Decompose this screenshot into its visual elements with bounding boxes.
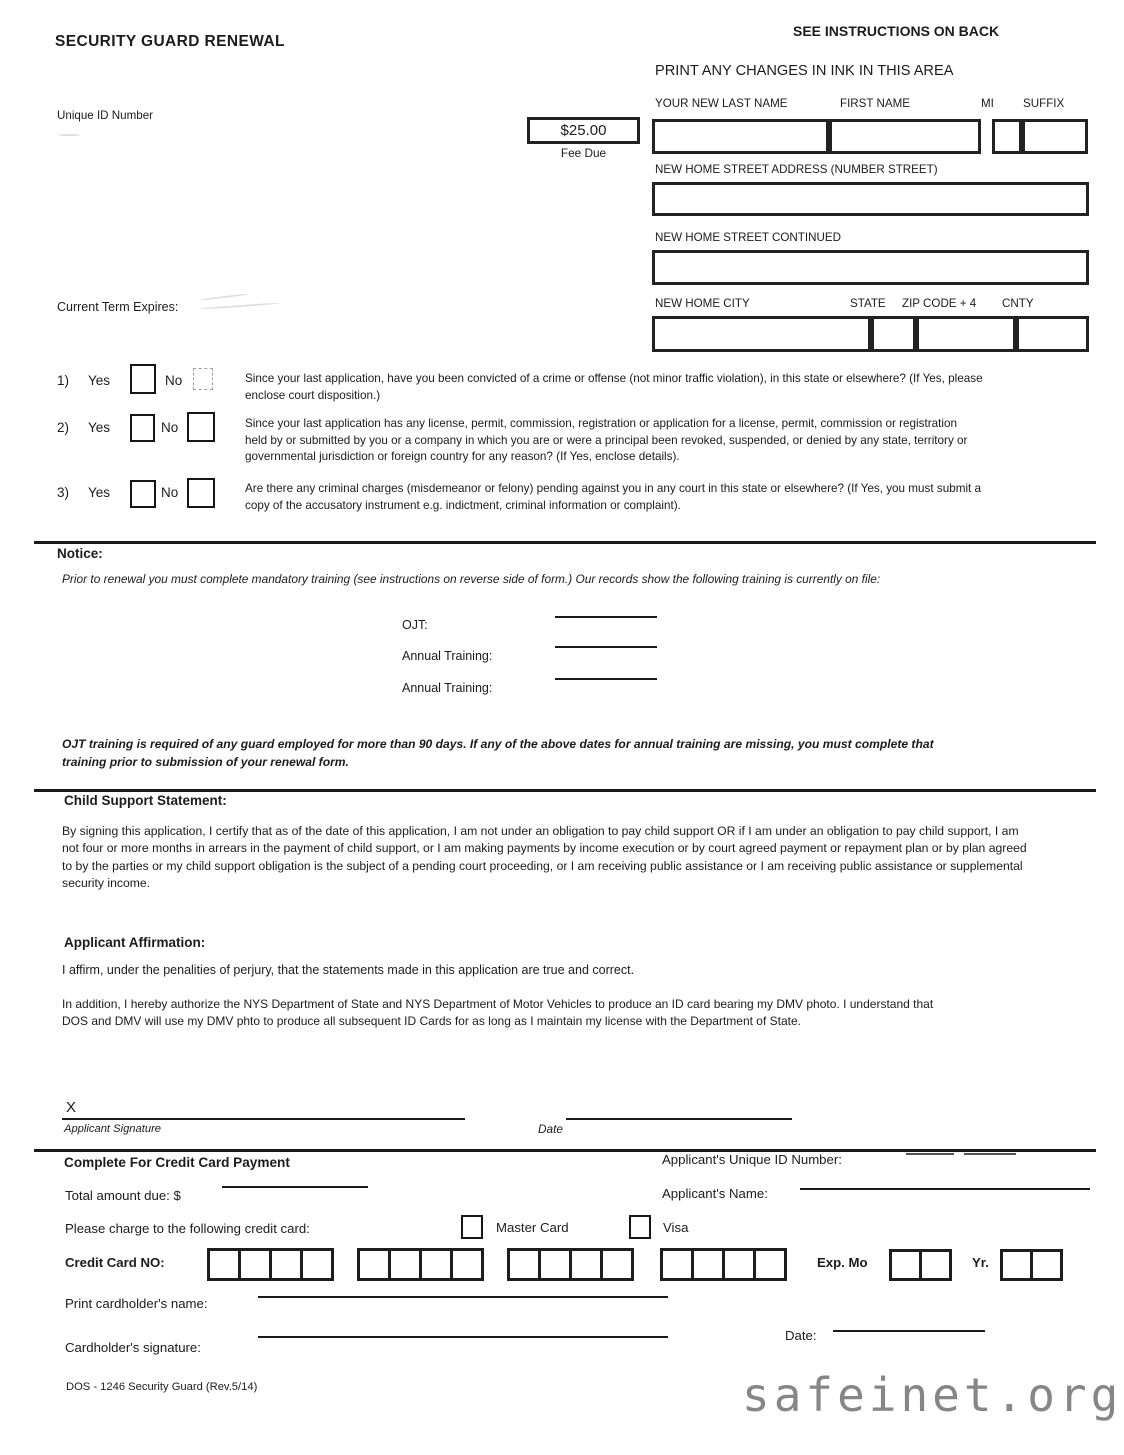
exp-month-digit-box[interactable] (889, 1249, 922, 1281)
street-continued-label: NEW HOME STREET CONTINUED (655, 231, 841, 244)
annual-training-date-line-2[interactable] (555, 678, 657, 680)
training-label-ojt: OJT: (402, 618, 428, 632)
first-name-input[interactable] (829, 119, 981, 154)
question-text: Since your last application has any license, permit, commission, registration or application for a license, permit, commission or registration held by or submitted by you or a company in which you are or were a principal been revoked, suspended, or denied by any state, territory or governmental jurisdiction or foreign country for any reason? (If Yes, enclose details). (245, 417, 968, 464)
mi-input[interactable] (992, 119, 1022, 154)
section-divider (34, 789, 1096, 792)
applicant-unique-id-label: Applicant's Unique ID Number: (662, 1152, 842, 1167)
training-label-annual-2: Annual Training: (402, 681, 493, 695)
yes-label: Yes (88, 373, 111, 388)
card-digit-box[interactable] (300, 1248, 334, 1281)
child-support-body: By signing this application, I certify that as of the date of this application, I am not under an obligation to pay child support OR if I am under an obligation to pay child support, I am not four or more months in arrears in the payment of child support, or I am making payments by income execution or by court agreed payment or repayment plan or by plan agreed to by the parties or my child support obligation is the subject of a pending court proceeding, or I am receiving public assistance or I am receiving public assistance or supplemental security income. (62, 824, 1027, 890)
state-input[interactable] (871, 316, 916, 352)
visa-checkbox[interactable] (629, 1215, 651, 1239)
zip-input[interactable] (916, 316, 1016, 352)
card-digit-box[interactable] (507, 1248, 541, 1281)
form-title: SECURITY GUARD RENEWAL (55, 33, 285, 50)
total-due-fill-line[interactable] (222, 1186, 368, 1188)
applicant-signature-label: Applicant Signature (64, 1123, 162, 1135)
date-label: Date (538, 1122, 563, 1136)
yes-label: Yes (88, 485, 111, 500)
watermark: safeinet.org (742, 1368, 1123, 1422)
fee-amount: $25.00 (560, 122, 607, 139)
q1-yes-checkbox[interactable] (130, 364, 156, 394)
exp-month-boxes[interactable] (889, 1249, 952, 1281)
first-name-label: FIRST NAME (840, 97, 910, 110)
card-number-group-3[interactable] (507, 1248, 634, 1281)
section-divider (34, 1149, 1096, 1152)
cardholder-name-fill-line[interactable] (258, 1296, 668, 1298)
cc-date-label: Date: (785, 1328, 817, 1343)
cardholder-signature-label: Cardholder's signature: (65, 1340, 201, 1355)
unique-id-fill-line-2[interactable] (964, 1153, 1016, 1155)
applicant-name-label: Applicant's Name: (662, 1186, 768, 1201)
yes-label: Yes (88, 420, 111, 435)
card-digit-box[interactable] (388, 1248, 422, 1281)
no-label: No (161, 485, 179, 500)
print-changes-heading: PRINT ANY CHANGES IN INK IN THIS AREA (655, 63, 954, 79)
credit-card-heading: Complete For Credit Card Payment (64, 1155, 290, 1170)
visa-label: Visa (663, 1220, 689, 1235)
scan-artifact (58, 134, 80, 136)
q3-yes-checkbox[interactable] (130, 480, 156, 508)
section-divider (34, 541, 1096, 544)
suffix-label: SUFFIX (1023, 97, 1065, 110)
card-digit-box[interactable] (660, 1248, 694, 1281)
child-support-heading: Child Support Statement: (64, 793, 227, 808)
affirmation-line2: In addition, I hereby authorize the NYS Department of State and NYS Department of Motor Vehicles to produce an ID card bearing my DMV photo. I understand that DOS and DMV will use my DMV phto to produce all subsequent ID Cards for as long as I maintain my license with the Department of State. (62, 997, 934, 1029)
card-digit-box[interactable] (753, 1248, 787, 1281)
card-digit-box[interactable] (691, 1248, 725, 1281)
current-term-label: Current Term Expires: (57, 300, 179, 314)
affirmation-line1: I affirm, under the penalities of perjury, that the statements made in this application are true and correct. (62, 963, 635, 977)
cc-date-fill-line[interactable] (833, 1330, 985, 1332)
q3-no-checkbox[interactable] (187, 478, 215, 508)
print-cardholder-name-label: Print cardholder's name: (65, 1296, 208, 1311)
exp-year-boxes[interactable] (1000, 1249, 1063, 1281)
street-address-label: NEW HOME STREET ADDRESS (NUMBER STREET) (655, 163, 938, 176)
question-number: 1) (57, 373, 70, 388)
mi-label: MI (981, 97, 994, 110)
signature-x-mark: X (66, 1099, 77, 1116)
card-digit-box[interactable] (269, 1248, 303, 1281)
unique-id-fill-line-1[interactable] (906, 1153, 954, 1155)
card-number-group-1[interactable] (207, 1248, 334, 1281)
question-number: 3) (57, 485, 70, 500)
affirmation-heading: Applicant Affirmation: (64, 935, 206, 950)
no-label: No (165, 373, 183, 388)
cardholder-signature-fill-line[interactable] (258, 1336, 668, 1338)
card-digit-box[interactable] (600, 1248, 634, 1281)
form-id: DOS - 1246 Security Guard (Rev.5/14) (66, 1381, 258, 1393)
city-label: NEW HOME CITY (655, 297, 750, 310)
charge-card-label: Please charge to the following credit card: (65, 1221, 310, 1236)
question-text: Since your last application, have you been convicted of a crime or offense (not minor traffic violation), in this state or elsewhere? (If Yes, please enclose court disposition.) (245, 372, 983, 402)
county-input[interactable] (1016, 316, 1089, 352)
training-label-annual-1: Annual Training: (402, 649, 493, 663)
faded-term-date (200, 296, 290, 307)
exp-year-label: Yr. (972, 1255, 989, 1270)
q2-no-checkbox[interactable] (187, 412, 215, 442)
last-name-label: YOUR NEW LAST NAME (655, 97, 788, 110)
last-name-input[interactable] (652, 119, 829, 154)
q2-yes-checkbox[interactable] (130, 414, 155, 442)
ojt-note: OJT training is required of any guard employed for more than 90 days. If any of the above dates for annual training are missing, you must complete that training prior to submission of your renewal form. (62, 737, 934, 769)
mastercard-label: Master Card (496, 1220, 569, 1235)
annual-training-date-line-1[interactable] (555, 646, 657, 648)
county-label: CNTY (1002, 297, 1034, 310)
card-digit-box[interactable] (238, 1248, 272, 1281)
see-instructions-note: SEE INSTRUCTIONS ON BACK (793, 23, 1000, 39)
notice-heading: Notice: (57, 546, 103, 561)
exp-year-digit-box[interactable] (1030, 1249, 1063, 1281)
total-due-label: Total amount due: $ (65, 1188, 181, 1203)
notice-intro: Prior to renewal you must complete mandatory training (see instructions on reverse side of form.) Our records show the following training is currently on file: (62, 572, 881, 586)
signature-date-line[interactable] (566, 1118, 792, 1120)
ojt-date-line[interactable] (555, 616, 657, 618)
card-number-group-2[interactable] (357, 1248, 484, 1281)
street-continued-input[interactable] (652, 250, 1089, 285)
card-digit-box[interactable] (419, 1248, 453, 1281)
state-label: STATE (850, 297, 886, 310)
card-digit-box[interactable] (207, 1248, 241, 1281)
question-number: 2) (57, 420, 70, 435)
question-text: Are there any criminal charges (misdemeanor or felony) pending against you in any court in this state or elsewhere? (If Yes, you must submit a copy of the accusatory instrument e.g. indictment, criminal information or complaint). (245, 482, 982, 512)
street-address-input[interactable] (652, 182, 1089, 216)
card-digit-box[interactable] (569, 1248, 603, 1281)
card-number-group-4[interactable] (660, 1248, 787, 1281)
city-input[interactable] (652, 316, 871, 352)
card-digit-box[interactable] (450, 1248, 484, 1281)
applicant-name-fill-line[interactable] (800, 1188, 1090, 1190)
q1-no-checkbox[interactable] (193, 368, 213, 390)
applicant-signature-line[interactable] (62, 1118, 465, 1120)
suffix-input[interactable] (1022, 119, 1088, 154)
card-digit-box[interactable] (722, 1248, 756, 1281)
mastercard-checkbox[interactable] (461, 1215, 483, 1239)
card-digit-box[interactable] (538, 1248, 572, 1281)
zip-label: ZIP CODE + 4 (902, 297, 977, 310)
card-digit-box[interactable] (357, 1248, 391, 1281)
unique-id-label: Unique ID Number (57, 109, 154, 122)
card-number-label: Credit Card NO: (65, 1255, 165, 1270)
exp-month-label: Exp. Mo (817, 1255, 868, 1270)
exp-month-digit-box[interactable] (919, 1249, 952, 1281)
exp-year-digit-box[interactable] (1000, 1249, 1033, 1281)
no-label: No (161, 420, 179, 435)
fee-amount-box (527, 117, 640, 144)
fee-due-label: Fee Due (560, 146, 607, 160)
